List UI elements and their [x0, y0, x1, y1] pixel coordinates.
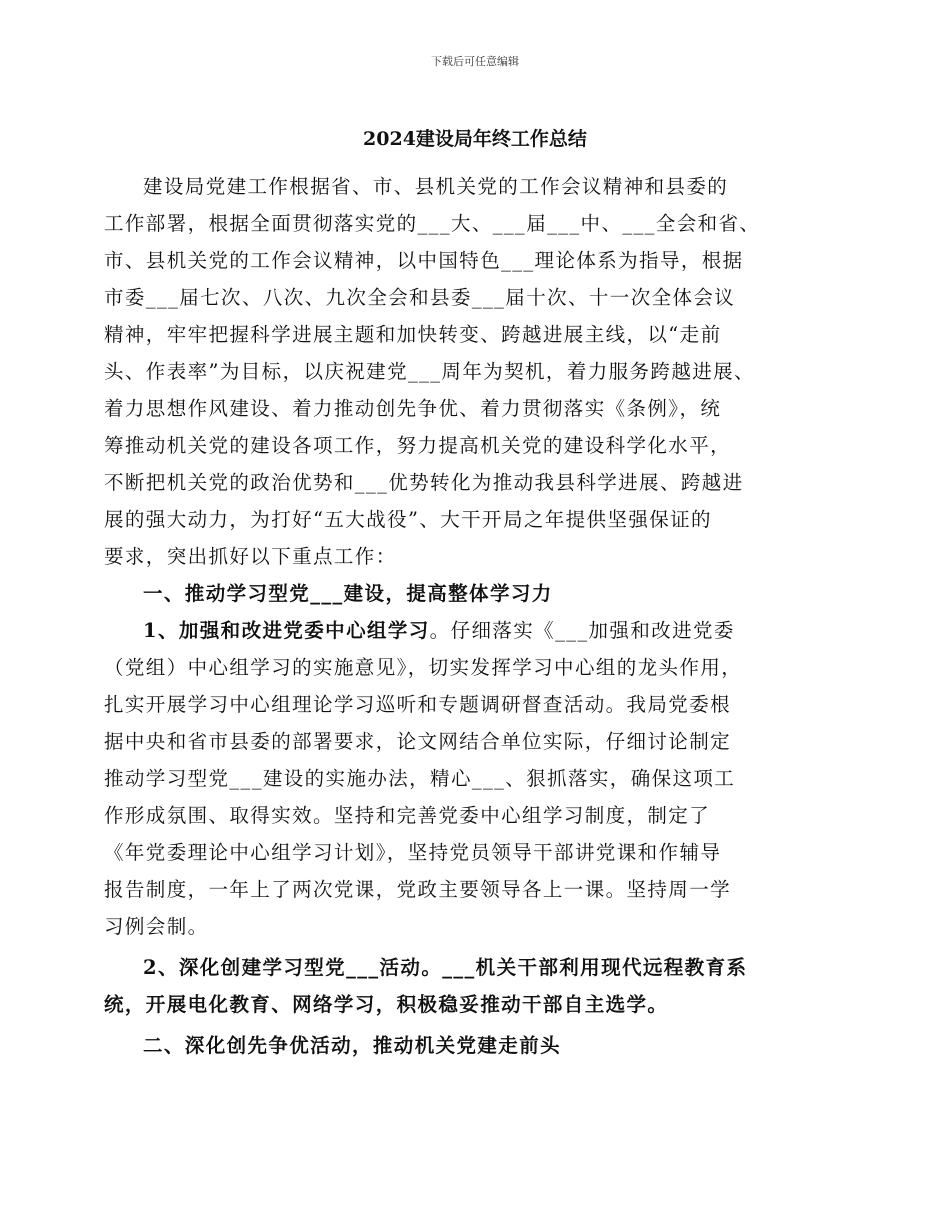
text-line: 精神，牢牢把握科学进展主题和加快转变、跨越进展主线，以“走前	[104, 323, 722, 346]
section-heading-text: 二、深化创先争优活动，推动机关党建走前头	[143, 1034, 562, 1057]
text-line: 着力思想作风建设、着力推动创先争优、着力贯彻落实《条例》，统	[104, 397, 722, 420]
text-line: 扎实开展学习中心组理论学习巡听和专题调研督查活动。我局党委根	[104, 693, 732, 716]
text-line: 推动学习型党___建设的实施办法，精心___、狠抓落实，确保这项工	[104, 767, 736, 790]
text-line: 市委___届七次、八次、九次全会和县委___届十次、十一次全体会议	[104, 286, 736, 309]
text-line	[143, 612, 828, 649]
text-line: 展的强大动力，为打好“五大战役”、大干开局之年提供坚强保证的	[104, 508, 712, 531]
text-line: 筹推动机关党的建设各项工作，努力提高机关党的建设科学化水平，	[104, 434, 732, 457]
text-line: 要求，突出抓好以下重点工作：	[104, 545, 397, 568]
text-line: （党组）中心组学习的实施意见》，切实发挥学习中心组的龙头作用，	[104, 656, 743, 679]
text-line: 习例会制。	[104, 915, 209, 938]
page-header-note: 下载后可任意编辑	[431, 55, 519, 68]
text-fragment: 。仔细落实《___加强和改进党委	[429, 619, 735, 642]
paragraph-study	[104, 612, 828, 945]
paragraph-intro	[104, 168, 828, 575]
text-line: 作形成氛围、取得实效。坚持和完善党委中心组学习制度，制定了	[104, 804, 711, 827]
section-heading-2	[143, 1027, 828, 1064]
section-heading-text: 一、推动学习型党___建设，提高整体学习力	[143, 582, 553, 605]
text-line: 不断把机关党的政治优势和___优势转化为推动我县科学进展、跨越进	[104, 471, 744, 494]
text-line: 建设局党建工作根据省、市、县机关党的工作会议精神和县委的	[143, 175, 729, 198]
text-line: 《年党委理论中心组学习计划》，坚持党员领导干部讲党课和作辅导	[104, 841, 722, 864]
text-line: 统，开展电化教育、网络学习，积极稳妥推动干部自主选学。	[104, 993, 669, 1016]
text-line: 报告制度，一年上了两次党课，党政主要领导各上一课。坚持周一学	[104, 878, 732, 901]
text-line: 工作部署，根据全面贯彻落实党的___大、___届___中、___全会和省、	[104, 212, 761, 235]
text-line: 市、县机关党的工作会议精神，以中国特色___理论体系为指导，根据	[104, 249, 744, 272]
section-heading-1	[143, 575, 828, 612]
text-line: 据中央和省市县委的部署要求，论文网结合单位实际，仔细讨论制定	[104, 730, 732, 753]
paragraph-lead: 1、加强和改进党委中心组学习	[143, 619, 430, 642]
text-line: 头、作表率”为目标，以庆祝建党___周年为契机，着力服务跨越进展、	[104, 360, 755, 383]
paragraph-learning-activity	[104, 949, 828, 1023]
text-line: 2、深化创建学习型党___活动。___机关干部利用现代远程教育系	[143, 956, 748, 979]
document-body	[104, 168, 828, 1064]
document-title: 2024建设局年终工作总结	[363, 128, 587, 150]
